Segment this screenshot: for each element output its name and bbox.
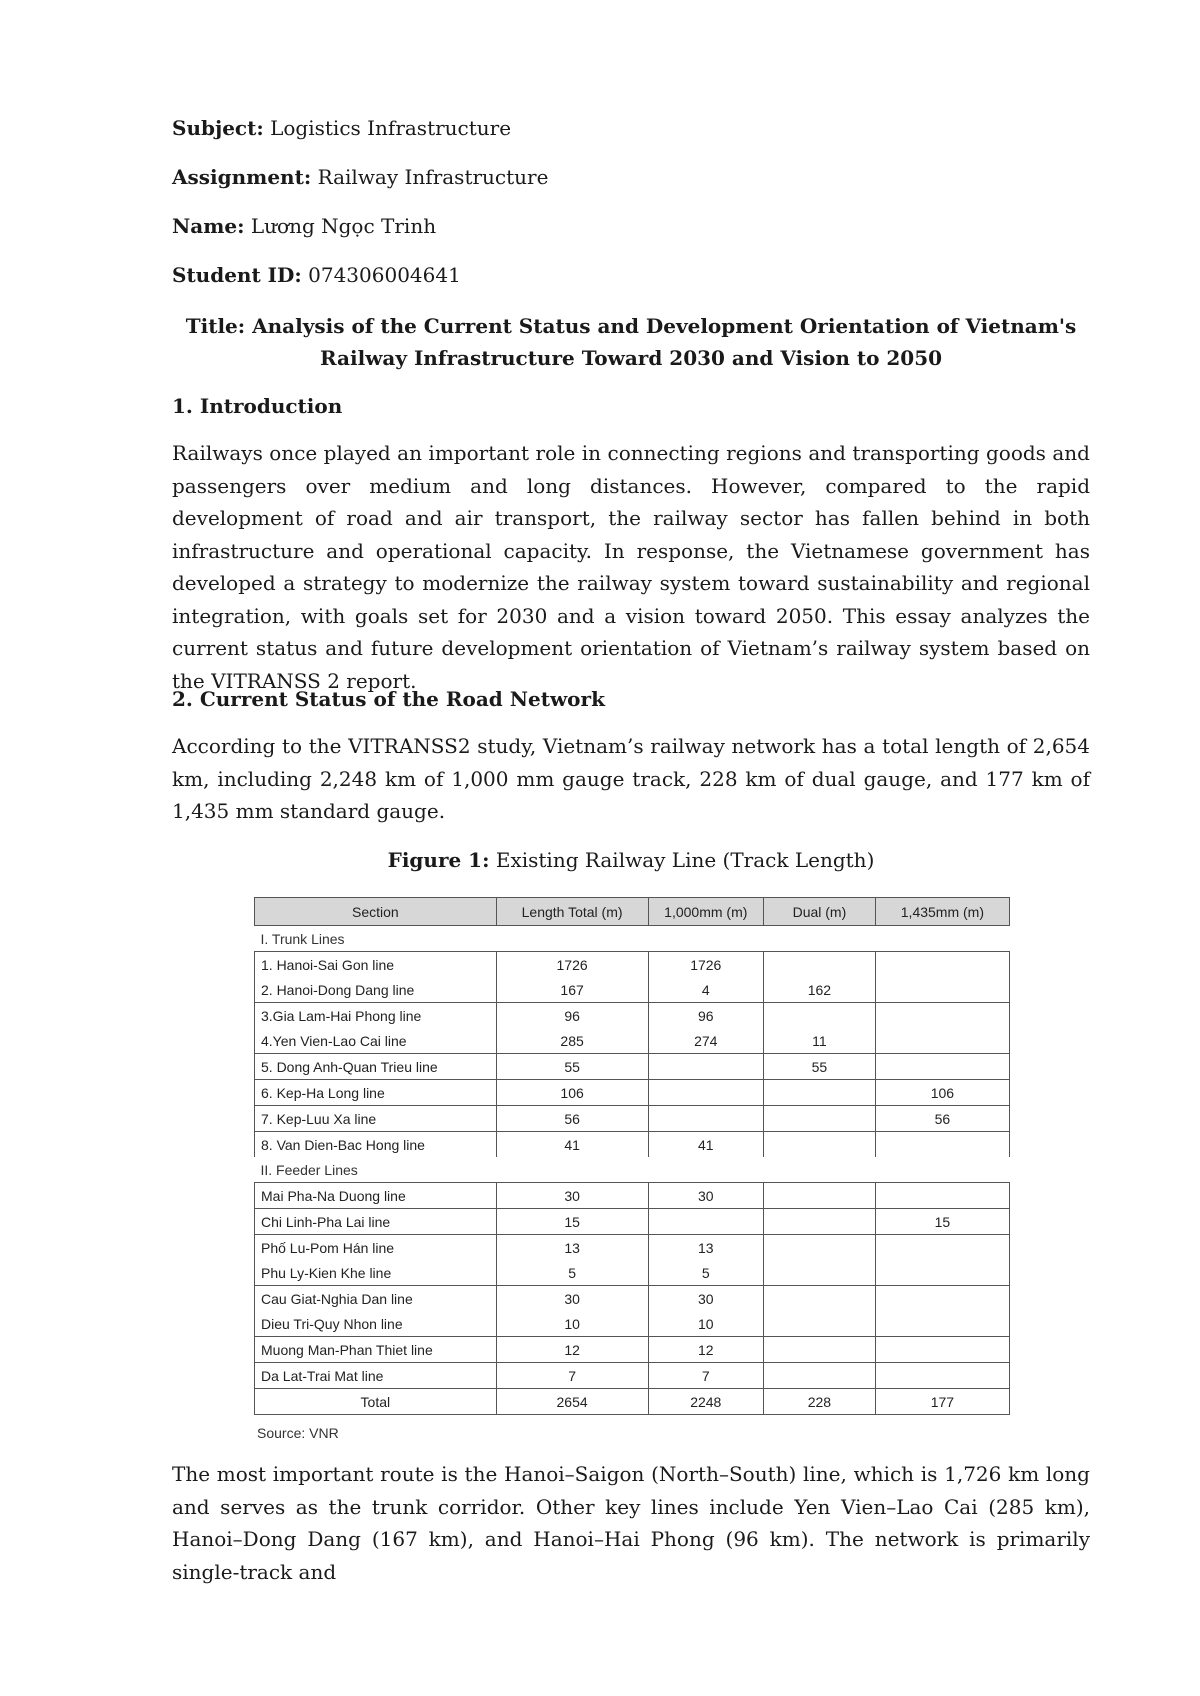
value-cell bbox=[764, 1235, 876, 1261]
value-cell: 7 bbox=[496, 1363, 648, 1389]
value-cell bbox=[875, 1028, 1009, 1054]
table-header-cell: Length Total (m) bbox=[496, 898, 648, 926]
value-cell bbox=[875, 952, 1009, 978]
table-row bbox=[255, 1337, 1010, 1363]
value-cell: 30 bbox=[648, 1183, 764, 1209]
document-title: Title: Analysis of the Current Status and Development Orientation of Vietnam's Railway Infrastructure Toward 2030 and Vision to 2050 bbox=[185, 314, 1077, 370]
value-cell bbox=[764, 1106, 876, 1132]
value-cell: 96 bbox=[496, 1003, 648, 1029]
value-cell bbox=[875, 1363, 1009, 1389]
value-cell: 13 bbox=[496, 1235, 648, 1261]
section1-heading: 1. Introduction bbox=[172, 394, 343, 418]
value-cell bbox=[875, 1183, 1009, 1209]
value-cell bbox=[875, 1337, 1009, 1363]
section-cell: Phu Ly-Kien Khe line bbox=[255, 1260, 497, 1286]
value-cell bbox=[764, 1311, 876, 1337]
value-cell: 285 bbox=[496, 1028, 648, 1054]
table-row bbox=[255, 1054, 1010, 1080]
section2-paragraph: According to the VITRANSS2 study, Vietnam’s railway network has a total length of 2,654 km, including 2,248 km of 1,000 mm gauge track, 228 km of dual gauge, and 177 km of 1,435 mm standard gauge. bbox=[172, 734, 1090, 823]
value-cell: 30 bbox=[496, 1183, 648, 1209]
value-cell: 41 bbox=[496, 1132, 648, 1158]
value-cell bbox=[875, 1260, 1009, 1286]
table-row bbox=[255, 1209, 1010, 1235]
table-row bbox=[255, 1080, 1010, 1106]
section-cell: Dieu Tri-Quy Nhon line bbox=[255, 1311, 497, 1337]
table-row bbox=[255, 1132, 1010, 1158]
section-cell: 4.Yen Vien-Lao Cai line bbox=[255, 1028, 497, 1054]
name-value: Lương Ngọc Trinh bbox=[250, 214, 437, 238]
table-header-cell: Dual (m) bbox=[764, 898, 876, 926]
group-label: II. Feeder Lines bbox=[260, 1161, 358, 1178]
value-cell bbox=[648, 1054, 764, 1080]
section-cell: Phố Lu-Pom Hán line bbox=[255, 1235, 497, 1261]
table-row bbox=[255, 1286, 1010, 1312]
table-source: Source: VNR bbox=[257, 1425, 339, 1441]
value-cell: 2248 bbox=[648, 1389, 764, 1415]
figure-label: Figure 1: bbox=[387, 848, 490, 872]
value-cell bbox=[764, 1286, 876, 1312]
table-row bbox=[255, 1106, 1010, 1132]
value-cell bbox=[875, 1003, 1009, 1029]
railway-table bbox=[254, 897, 1010, 1415]
value-cell bbox=[648, 1106, 764, 1132]
table-row bbox=[255, 952, 1010, 978]
value-cell: 106 bbox=[496, 1080, 648, 1106]
student-id-value: 074306004641 bbox=[308, 263, 461, 287]
value-cell bbox=[764, 1363, 876, 1389]
value-cell: 55 bbox=[496, 1054, 648, 1080]
value-cell: 5 bbox=[496, 1260, 648, 1286]
value-cell: 12 bbox=[496, 1337, 648, 1363]
section1-paragraph: Railways once played an important role in connecting regions and transporting goods and passengers over medium and long distances. However, compared to the rapid development of road and air transport, the railway sector has fallen behind in both infrastructure and operational capacity. In response, the Vietnamese government has developed a strategy to modernize the railway system toward sustainability and regional integration, with goals set for 2030 and a vision toward 2050. This essay analyzes the current status and future development orientation of Vietnam’s railway system based on the VITRANSS 2 report. bbox=[172, 441, 1090, 693]
value-cell bbox=[875, 1054, 1009, 1080]
name-line bbox=[172, 213, 436, 239]
value-cell: 1726 bbox=[648, 952, 764, 978]
subject-line bbox=[172, 115, 511, 141]
section-cell: Muong Man-Phan Thiet line bbox=[255, 1337, 497, 1363]
section2-paragraph-continued: The most important route is the Hanoi–Saigon (North–South) line, which is 1,726 km long and serves as the trunk corridor. Other key lines include Yen Vien–Lao Cai (285 km), Hanoi–Dong Dang (167 km), and Hanoi–Hai Phong (96 km). The network is primarily single-track and bbox=[172, 1462, 1090, 1584]
value-cell: 11 bbox=[764, 1028, 876, 1054]
value-cell: 55 bbox=[764, 1054, 876, 1080]
value-cell: 177 bbox=[875, 1389, 1009, 1415]
table-total-row bbox=[255, 1389, 1010, 1415]
value-cell bbox=[875, 977, 1009, 1003]
value-cell: 30 bbox=[496, 1286, 648, 1312]
value-cell bbox=[875, 1132, 1009, 1158]
section-cell: 2. Hanoi-Dong Dang line bbox=[255, 977, 497, 1003]
section-cell: 1. Hanoi-Sai Gon line bbox=[255, 952, 497, 978]
value-cell: 7 bbox=[648, 1363, 764, 1389]
student-id-line bbox=[172, 262, 461, 288]
value-cell: 228 bbox=[764, 1389, 876, 1415]
value-cell: 167 bbox=[496, 977, 648, 1003]
section-cell: 6. Kep-Ha Long line bbox=[255, 1080, 497, 1106]
value-cell bbox=[764, 1080, 876, 1106]
value-cell: 30 bbox=[648, 1286, 764, 1312]
value-cell: 15 bbox=[496, 1209, 648, 1235]
section-cell: Total bbox=[255, 1389, 497, 1415]
section-cell: 7. Kep-Luu Xa line bbox=[255, 1106, 497, 1132]
value-cell bbox=[764, 952, 876, 978]
value-cell bbox=[764, 1183, 876, 1209]
value-cell: 162 bbox=[764, 977, 876, 1003]
table-row bbox=[255, 1235, 1010, 1261]
table-row bbox=[255, 1260, 1010, 1286]
table-header-cell: 1,000mm (m) bbox=[648, 898, 764, 926]
table-row bbox=[255, 1311, 1010, 1337]
section-cell: 8. Van Dien-Bac Hong line bbox=[255, 1132, 497, 1158]
table-header-cell: Section bbox=[255, 898, 497, 926]
value-cell bbox=[648, 1080, 764, 1106]
table-row bbox=[255, 1003, 1010, 1029]
section-cell: Mai Pha-Na Duong line bbox=[255, 1183, 497, 1209]
value-cell: 41 bbox=[648, 1132, 764, 1158]
value-cell: 106 bbox=[875, 1080, 1009, 1106]
value-cell: 10 bbox=[496, 1311, 648, 1337]
value-cell: 13 bbox=[648, 1235, 764, 1261]
figure-title: Existing Railway Line (Track Length) bbox=[495, 848, 875, 872]
value-cell: 56 bbox=[496, 1106, 648, 1132]
value-cell: 274 bbox=[648, 1028, 764, 1054]
value-cell: 12 bbox=[648, 1337, 764, 1363]
value-cell bbox=[875, 1286, 1009, 1312]
table-row bbox=[255, 1363, 1010, 1389]
table-group-row bbox=[255, 926, 1010, 952]
value-cell bbox=[764, 1209, 876, 1235]
table-group-row bbox=[255, 1157, 1010, 1183]
value-cell bbox=[764, 1132, 876, 1158]
section-cell: Da Lat-Trai Mat line bbox=[255, 1363, 497, 1389]
group-label: I. Trunk Lines bbox=[260, 930, 345, 947]
student-id-label: Student ID: bbox=[172, 263, 302, 287]
value-cell: 96 bbox=[648, 1003, 764, 1029]
assignment-value: Railway Infrastructure bbox=[317, 165, 549, 189]
value-cell bbox=[764, 1260, 876, 1286]
figure-caption bbox=[172, 847, 1090, 873]
section-cell: Cau Giat-Nghia Dan line bbox=[255, 1286, 497, 1312]
value-cell: 15 bbox=[875, 1209, 1009, 1235]
assignment-line bbox=[172, 164, 548, 190]
assignment-label: Assignment: bbox=[172, 165, 312, 189]
name-label: Name: bbox=[172, 214, 245, 238]
value-cell: 56 bbox=[875, 1106, 1009, 1132]
subject-label: Subject: bbox=[172, 116, 264, 140]
section2-heading: 2. Current Status of the Road Network bbox=[172, 687, 605, 711]
section-cell: 5. Dong Anh-Quan Trieu line bbox=[255, 1054, 497, 1080]
table-row bbox=[255, 977, 1010, 1003]
value-cell bbox=[875, 1235, 1009, 1261]
value-cell bbox=[764, 1337, 876, 1363]
table-row bbox=[255, 1183, 1010, 1209]
value-cell: 4 bbox=[648, 977, 764, 1003]
table-row bbox=[255, 1028, 1010, 1054]
value-cell: 1726 bbox=[496, 952, 648, 978]
table-header-cell: 1,435mm (m) bbox=[875, 898, 1009, 926]
value-cell bbox=[764, 1003, 876, 1029]
value-cell: 5 bbox=[648, 1260, 764, 1286]
section-cell: Chi Linh-Pha Lai line bbox=[255, 1209, 497, 1235]
value-cell: 10 bbox=[648, 1311, 764, 1337]
value-cell bbox=[875, 1311, 1009, 1337]
section-cell: 3.Gia Lam-Hai Phong line bbox=[255, 1003, 497, 1029]
value-cell: 2654 bbox=[496, 1389, 648, 1415]
table-header-row bbox=[255, 898, 1010, 926]
value-cell bbox=[648, 1209, 764, 1235]
subject-value: Logistics Infrastructure bbox=[270, 116, 512, 140]
